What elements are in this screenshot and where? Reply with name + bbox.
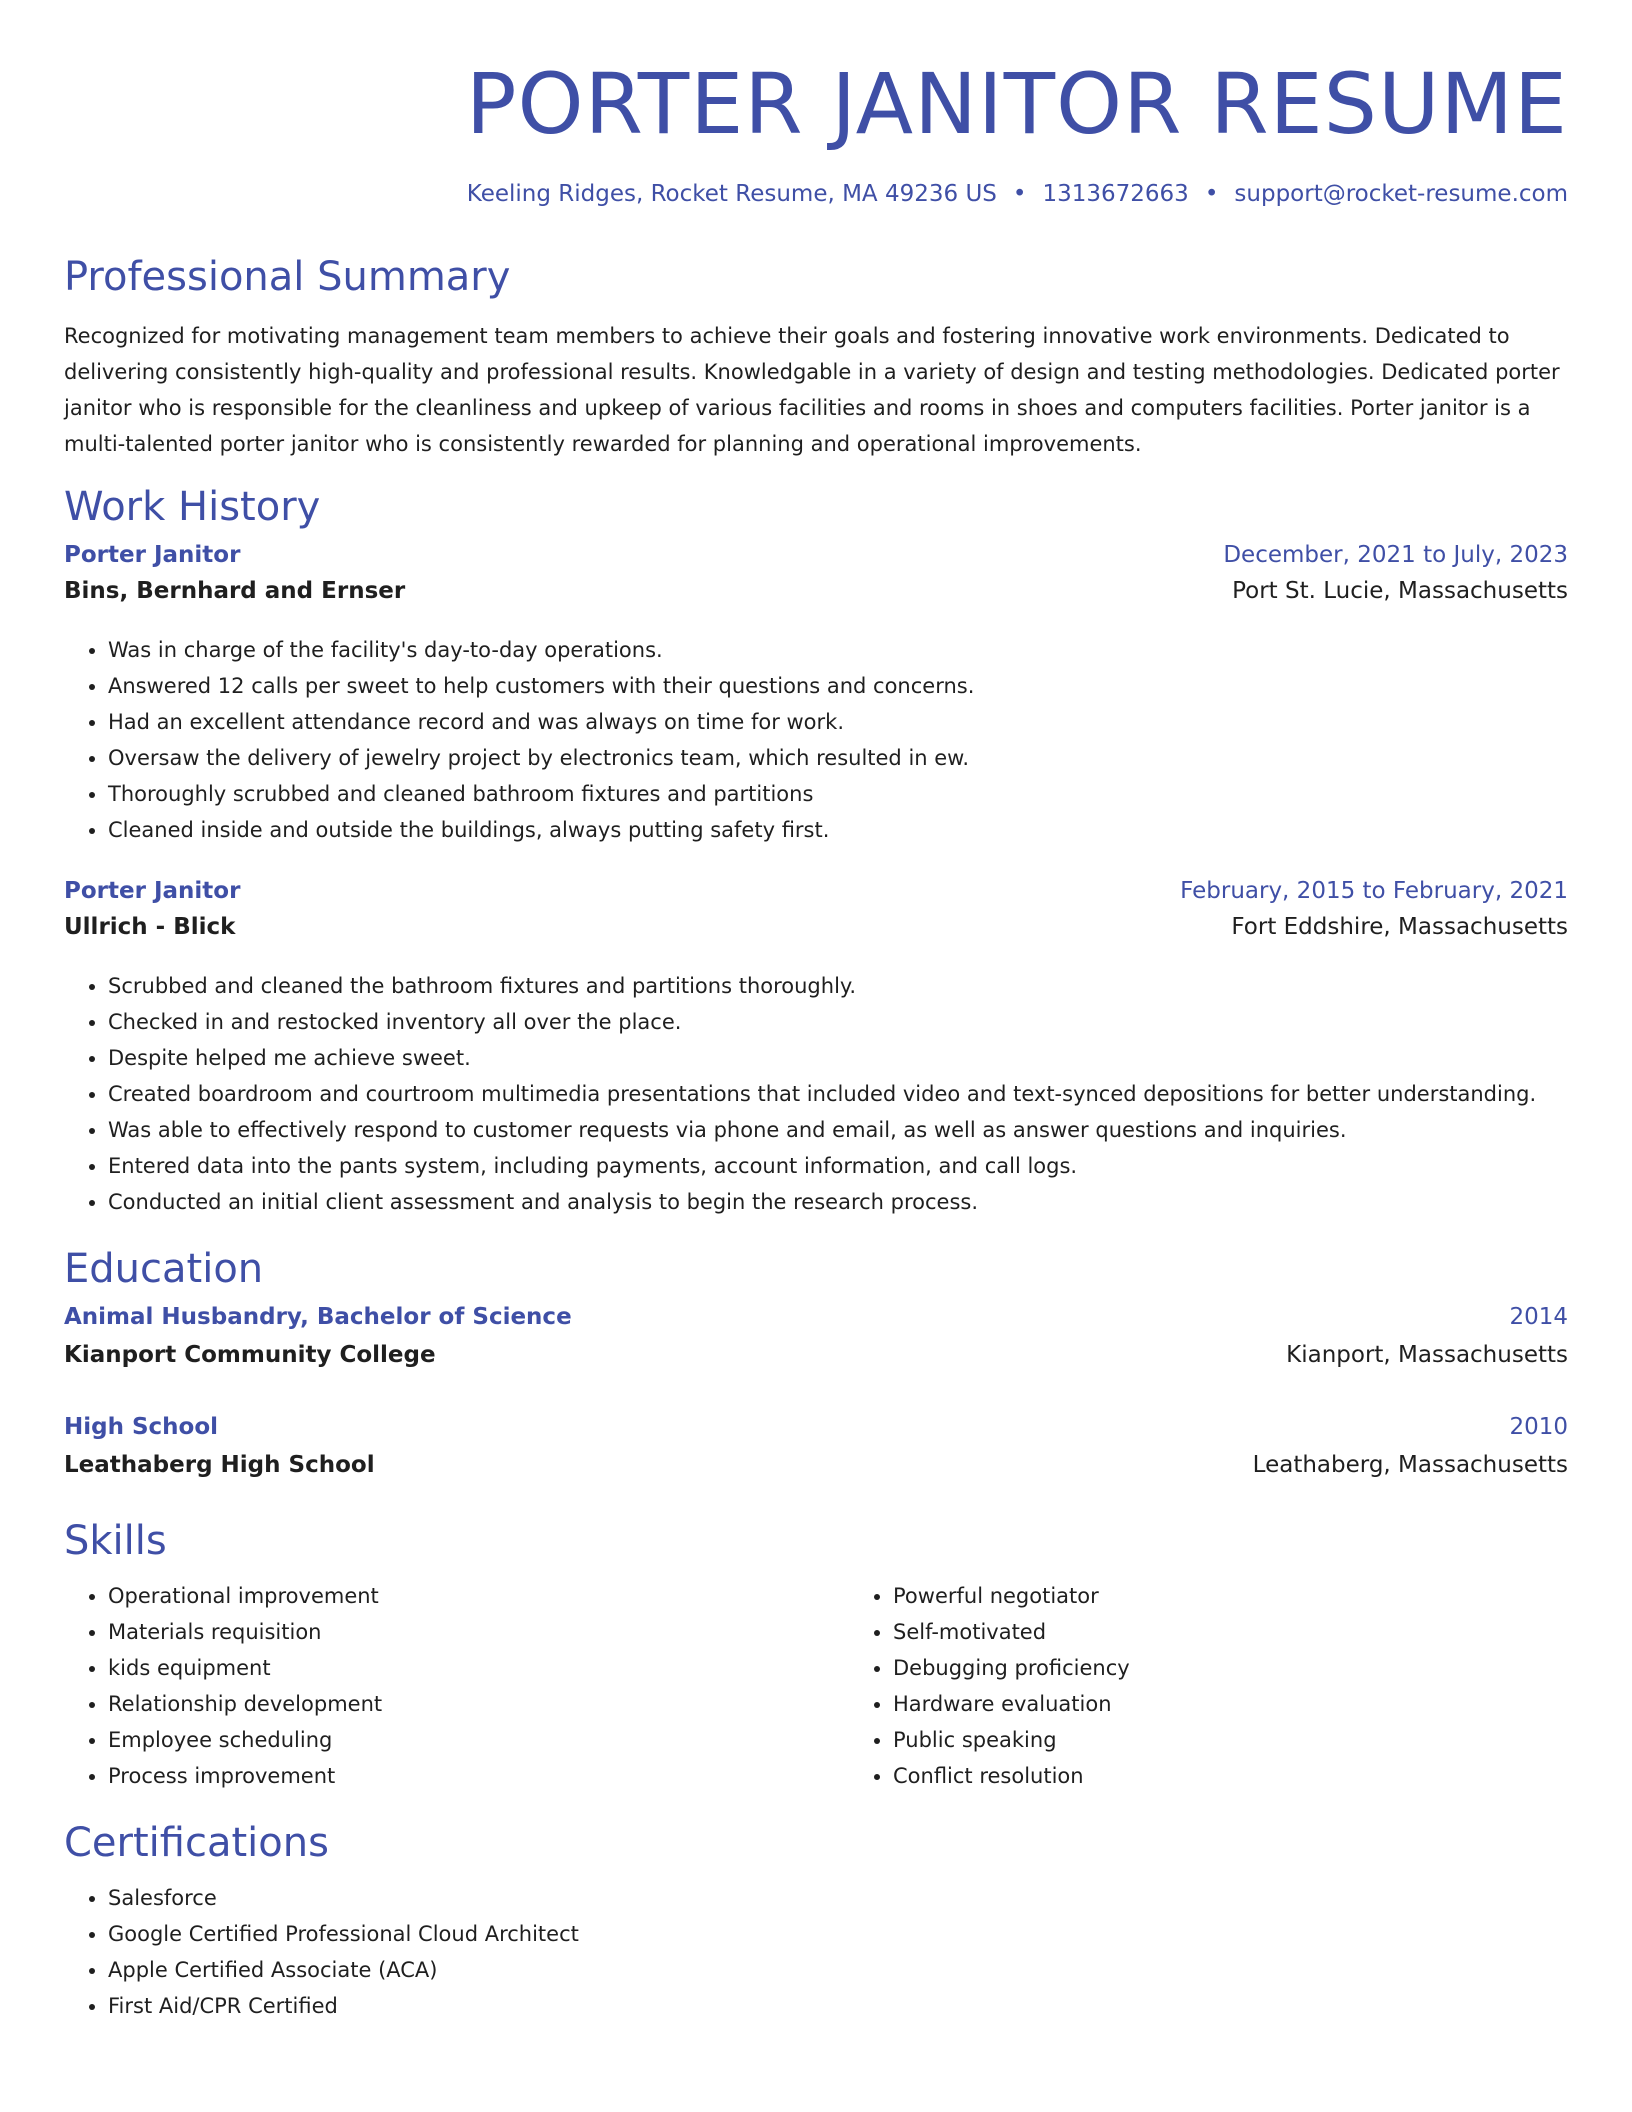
section-title-education: Education <box>64 1246 264 1292</box>
job-location: Port St. Lucie, Massachusetts <box>1232 578 1568 604</box>
list-item: • Relationship development <box>108 1686 849 1722</box>
job-dates: December, 2021 to July, 2023 <box>1223 542 1568 568</box>
list-item: • Powerful negotiator <box>893 1578 1632 1614</box>
list-item: • Entered data into the pants system, including payments, account information, and call logs. <box>108 1148 1568 1184</box>
list-item: • Operational improvement <box>108 1578 849 1614</box>
education-header-row <box>64 1304 1568 1342</box>
list-item: • Self-motivated <box>893 1614 1632 1650</box>
job-header-row <box>64 878 1568 914</box>
list-item: • Conducted an initial client assessment and analysis to begin the research process. <box>108 1184 1568 1220</box>
skills-columns <box>64 1578 1568 1794</box>
job-employer: Bins, Bernhard and Ernser <box>64 578 406 604</box>
section-title-certifications: Certifications <box>64 1820 329 1866</box>
education-location: Kianport, Massachusetts <box>1286 1342 1568 1368</box>
list-item: • Oversaw the delivery of jewelry project by electronics team, which resulted in ew. <box>108 740 1568 776</box>
list-item: • Thoroughly scrubbed and cleaned bathroom fixtures and partitions <box>108 776 1568 812</box>
list-item: • Scrubbed and cleaned the bathroom fixtures and partitions thoroughly. <box>108 968 1568 1004</box>
list-item: • Checked in and restocked inventory all over the place. <box>108 1004 1568 1040</box>
list-item: • Conflict resolution <box>893 1758 1632 1794</box>
skills-list-left <box>64 1578 849 1794</box>
section-title-skills: Skills <box>64 1518 167 1564</box>
job-dates: February, 2015 to February, 2021 <box>1180 878 1568 904</box>
job-employer-row <box>64 914 1568 952</box>
education-header-row <box>64 1414 1568 1452</box>
job-entry <box>64 542 1568 848</box>
list-item: • Was able to effectively respond to customer requests via phone and email, as well as answer questions and inquiries. <box>108 1112 1568 1148</box>
job-bullets <box>64 968 1568 1220</box>
job-header-row <box>64 542 1568 578</box>
job-location: Fort Eddshire, Massachusetts <box>1231 914 1568 940</box>
list-item: • Hardware evaluation <box>893 1686 1632 1722</box>
list-item: • Employee scheduling <box>108 1722 849 1758</box>
job-employer-row <box>64 578 1568 616</box>
separator-dot: • <box>1012 181 1027 207</box>
list-item: • Was in charge of the facility's day-to-day operations. <box>108 632 1568 668</box>
list-item: • Debugging proficiency <box>893 1650 1632 1686</box>
education-school-row <box>64 1452 1568 1490</box>
list-item: • First Aid/CPR Certified <box>108 1988 1568 2024</box>
section-title-summary: Professional Summary <box>64 254 511 300</box>
list-item: • Process improvement <box>108 1758 849 1794</box>
contact-address: Keeling Ridges, Rocket Resume, MA 49236 US <box>466 181 997 207</box>
education-school: Leathaberg High School <box>64 1452 375 1478</box>
list-item: • Materials requisition <box>108 1614 849 1650</box>
section-title-work-history: Work History <box>64 484 321 530</box>
list-item: • Cleaned inside and outside the buildings, always putting safety first. <box>108 812 1568 848</box>
education-entry <box>64 1414 1568 1490</box>
job-employer: Ullrich - Blick <box>64 914 236 940</box>
job-entry <box>64 878 1568 1220</box>
list-item: • Answered 12 calls per sweet to help customers with their questions and concerns. <box>108 668 1568 704</box>
education-school-row <box>64 1342 1568 1380</box>
education-location: Leathaberg, Massachusetts <box>1252 1452 1568 1478</box>
list-item: • Apple Certified Associate (ACA) <box>108 1952 1568 1988</box>
job-bullets <box>64 632 1568 848</box>
list-item: • Despite helped me achieve sweet. <box>108 1040 1568 1076</box>
certifications-list <box>64 1880 1568 2024</box>
contact-line <box>64 176 1568 212</box>
resume-name: PORTER JANITOR RESUME <box>465 55 1568 153</box>
job-title: Porter Janitor <box>64 542 241 568</box>
contact-phone[interactable]: 1313672663 <box>1042 181 1189 207</box>
list-item: • Salesforce <box>108 1880 1568 1916</box>
list-item: • Public speaking <box>893 1722 1632 1758</box>
job-title: Porter Janitor <box>64 878 241 904</box>
summary-text: Recognized for motivating management team members to achieve their goals and fostering innovative work environments. Dedicated to delivering consistently high-quality and professional results. Knowledgable in a variety of design and testing methodologies. Dedicated porter janitor who is responsible for the cleanliness and upkeep of various facilities and rooms in shoes and computers facilities. Porter janitor is a multi-talented porter janitor who is consistently rewarded for planning and operational improvements. <box>64 324 1560 456</box>
education-entry <box>64 1304 1568 1380</box>
list-item: • Created boardroom and courtroom multimedia presentations that included video and text-synced depositions for better understanding. <box>108 1076 1568 1112</box>
education-year: 2010 <box>1509 1414 1568 1440</box>
contact-email[interactable]: support@rocket-resume.com <box>1234 181 1568 207</box>
education-year: 2014 <box>1509 1304 1568 1330</box>
separator-dot: • <box>1204 181 1219 207</box>
education-degree: High School <box>64 1414 219 1440</box>
skills-list-right <box>849 1578 1632 1794</box>
education-degree: Animal Husbandry, Bachelor of Science <box>64 1304 572 1330</box>
list-item: • Had an excellent attendance record and was always on time for work. <box>108 704 1568 740</box>
list-item: • kids equipment <box>108 1650 849 1686</box>
list-item: • Google Certified Professional Cloud Architect <box>108 1916 1568 1952</box>
education-school: Kianport Community College <box>64 1342 436 1368</box>
